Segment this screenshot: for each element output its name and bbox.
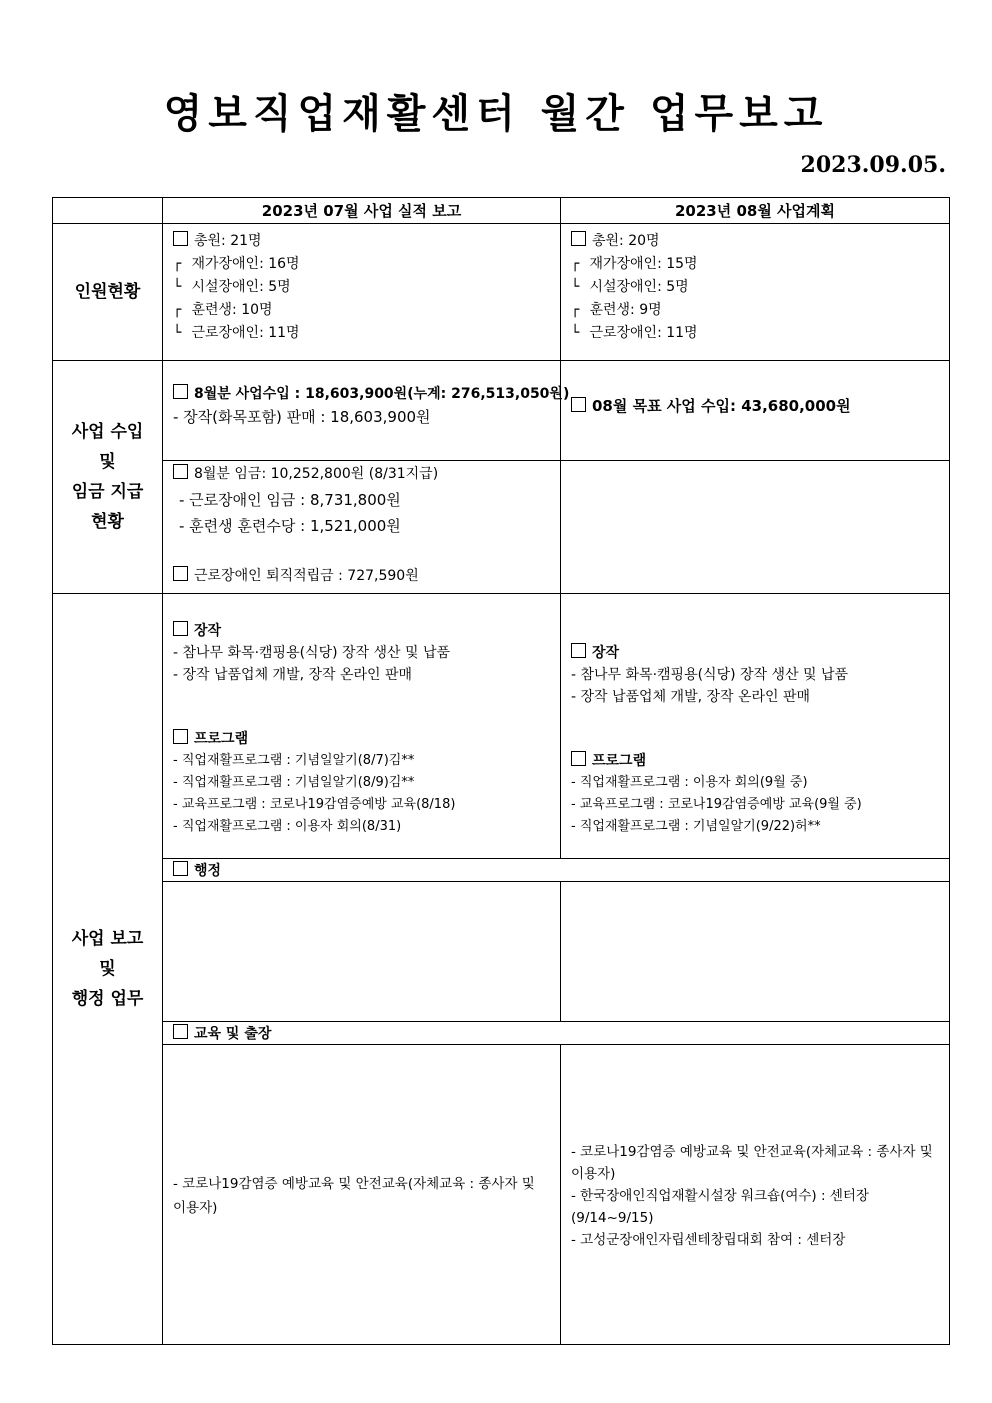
firewood-item: - 장작 납품업체 개발, 장작 온라인 판매 xyxy=(571,689,811,705)
program-item: - 직업재활프로그램 : 이용자 회의(8/31) xyxy=(173,819,402,834)
program-item: - 교육프로그램 : 코로나19감염증예방 교육(9월 중) xyxy=(571,797,862,812)
checkbox-icon xyxy=(571,397,586,412)
wage-row xyxy=(53,461,950,594)
admin-row xyxy=(53,882,950,1022)
staff-label: 인원현황 xyxy=(53,224,163,361)
report-table xyxy=(52,197,950,1345)
revenue-label-line: 임금 지급 xyxy=(71,482,144,502)
corner-cell xyxy=(53,198,163,224)
firewood-item: - 참나무 화목·캠핑용(식당) 장작 생산 및 납품 xyxy=(173,645,451,661)
admin-header-cell xyxy=(163,859,950,882)
current-income: 8월분 사업수입 : 18,603,900원(누계: 276,513,050원) xyxy=(194,386,570,402)
business-label xyxy=(53,594,163,1345)
admin-header-row xyxy=(53,859,950,882)
admin-current-cell xyxy=(163,882,561,1022)
education-current-cell xyxy=(163,1045,561,1345)
program-heading: 프로그램 xyxy=(194,731,249,747)
education-header-row xyxy=(53,1022,950,1045)
staff-home: 재가장애인: 15명 xyxy=(589,256,698,272)
bracket-top-icon: ┌ xyxy=(571,302,580,318)
staff-facility: 시설장애인: 5명 xyxy=(589,279,689,295)
business-label-line: 및 xyxy=(99,959,116,979)
checkbox-icon xyxy=(173,231,188,246)
education-item: - 코로나19감염증 예방교육 및 안전교육(자체교육 : 종사자 및 이용자) xyxy=(571,1143,933,1182)
checkbox-icon xyxy=(173,1024,188,1039)
bracket-bottom-icon: └ xyxy=(571,279,580,295)
wage-plan-cell xyxy=(561,461,950,594)
admin-heading: 행정 xyxy=(194,863,222,879)
revenue-plan-cell xyxy=(561,361,950,461)
bracket-top-icon: ┌ xyxy=(173,256,182,272)
staff-trainee: 훈련생: 9명 xyxy=(589,302,662,318)
checkbox-icon xyxy=(571,643,586,658)
program-item: - 직업재활프로그램 : 이용자 회의(9월 중) xyxy=(571,775,808,790)
revenue-current-cell xyxy=(163,361,570,461)
business-label-line: 사업 보고 xyxy=(71,929,144,949)
bracket-bottom-icon: └ xyxy=(173,279,182,295)
bracket-top-icon: ┌ xyxy=(173,302,182,318)
plan-column-header: 2023년 08월 사업계획 xyxy=(561,198,950,224)
wage-total: 8월분 임금: 10,252,800원 (8/31지급) xyxy=(194,466,439,482)
revenue-row xyxy=(53,361,950,461)
bracket-bottom-icon: └ xyxy=(173,325,182,341)
staff-facility: 시설장애인: 5명 xyxy=(191,279,291,295)
program-item: - 교육프로그램 : 코로나19감염증예방 교육(8/18) xyxy=(173,797,456,812)
revenue-label-line: 현황 xyxy=(91,512,124,532)
wage-trainee: - 훈련생 훈련수당 : 1,521,000원 xyxy=(179,517,401,535)
firewood-item: - 참나무 화목·캠핑용(식당) 장작 생산 및 납품 xyxy=(571,667,849,683)
wage-current-cell xyxy=(163,461,561,594)
education-row xyxy=(53,1045,950,1345)
staff-current-cell xyxy=(163,224,561,361)
checkbox-icon xyxy=(173,384,188,399)
business-plan-cell xyxy=(561,594,950,859)
admin-plan-cell xyxy=(561,882,950,1022)
current-sales: - 장작(화목포함) 판매 : 18,603,900원 xyxy=(173,408,431,426)
education-item: - 코로나19감염증 예방교육 및 안전교육(자체교육 : 종사자 및 이용자) xyxy=(173,1175,535,1216)
business-row xyxy=(53,594,950,859)
staff-total: 총원: 20명 xyxy=(592,233,660,249)
bracket-top-icon: ┌ xyxy=(571,256,580,272)
checkbox-icon xyxy=(173,861,188,876)
bracket-bottom-icon: └ xyxy=(571,325,580,341)
education-heading: 교육 및 출장 xyxy=(194,1026,272,1042)
staff-worker: 근로장애인: 11명 xyxy=(589,325,698,341)
checkbox-icon xyxy=(173,464,188,479)
plan-target: 08월 목표 사업 수입: 43,680,000원 xyxy=(592,397,851,415)
checkbox-icon xyxy=(173,621,188,636)
report-date: 2023.09.05. xyxy=(800,152,946,178)
program-item: - 직업재활프로그램 : 기념일알기(8/7)김** xyxy=(173,753,415,768)
staff-row xyxy=(53,224,950,361)
education-header-cell xyxy=(163,1022,950,1045)
business-label-line: 행정 업무 xyxy=(71,989,144,1009)
education-item: - 한국장애인직업재활시설장 워크숍(여수) : 센터장(9/14~9/15) xyxy=(571,1187,869,1226)
checkbox-icon xyxy=(173,729,188,744)
business-current-cell xyxy=(163,594,561,859)
revenue-label-line: 사업 수입 xyxy=(71,422,144,442)
current-column-header: 2023년 07월 사업 실적 보고 xyxy=(163,198,561,224)
program-heading: 프로그램 xyxy=(592,753,647,769)
education-item: - 고성군장애인자립센테창립대회 참여 : 센터장 xyxy=(571,1231,846,1248)
firewood-item: - 장작 납품업체 개발, 장작 온라인 판매 xyxy=(173,667,413,683)
staff-plan-cell xyxy=(561,224,950,361)
revenue-label-line: 및 xyxy=(99,452,116,472)
firewood-heading: 장작 xyxy=(194,623,222,639)
wage-worker: - 근로장애인 임금 : 8,731,800원 xyxy=(179,491,401,509)
staff-total: 총원: 21명 xyxy=(194,233,262,249)
firewood-heading: 장작 xyxy=(592,645,620,661)
education-plan-cell xyxy=(561,1045,950,1345)
staff-worker: 근로장애인: 11명 xyxy=(191,325,300,341)
document-title: 영보직업재활센터 월간 업무보고 xyxy=(163,91,829,137)
checkbox-icon xyxy=(571,231,586,246)
program-item: - 직업재활프로그램 : 기념일알기(9/22)허** xyxy=(571,819,821,834)
staff-trainee: 훈련생: 10명 xyxy=(191,302,273,318)
staff-home: 재가장애인: 16명 xyxy=(191,256,300,272)
retirement-fund: 근로장애인 퇴직적립금 : 727,590원 xyxy=(194,568,419,584)
checkbox-icon xyxy=(173,566,188,581)
program-item: - 직업재활프로그램 : 기념일알기(8/9)김** xyxy=(173,775,415,790)
header-row xyxy=(53,198,950,224)
checkbox-icon xyxy=(571,751,586,766)
revenue-label xyxy=(53,361,163,594)
